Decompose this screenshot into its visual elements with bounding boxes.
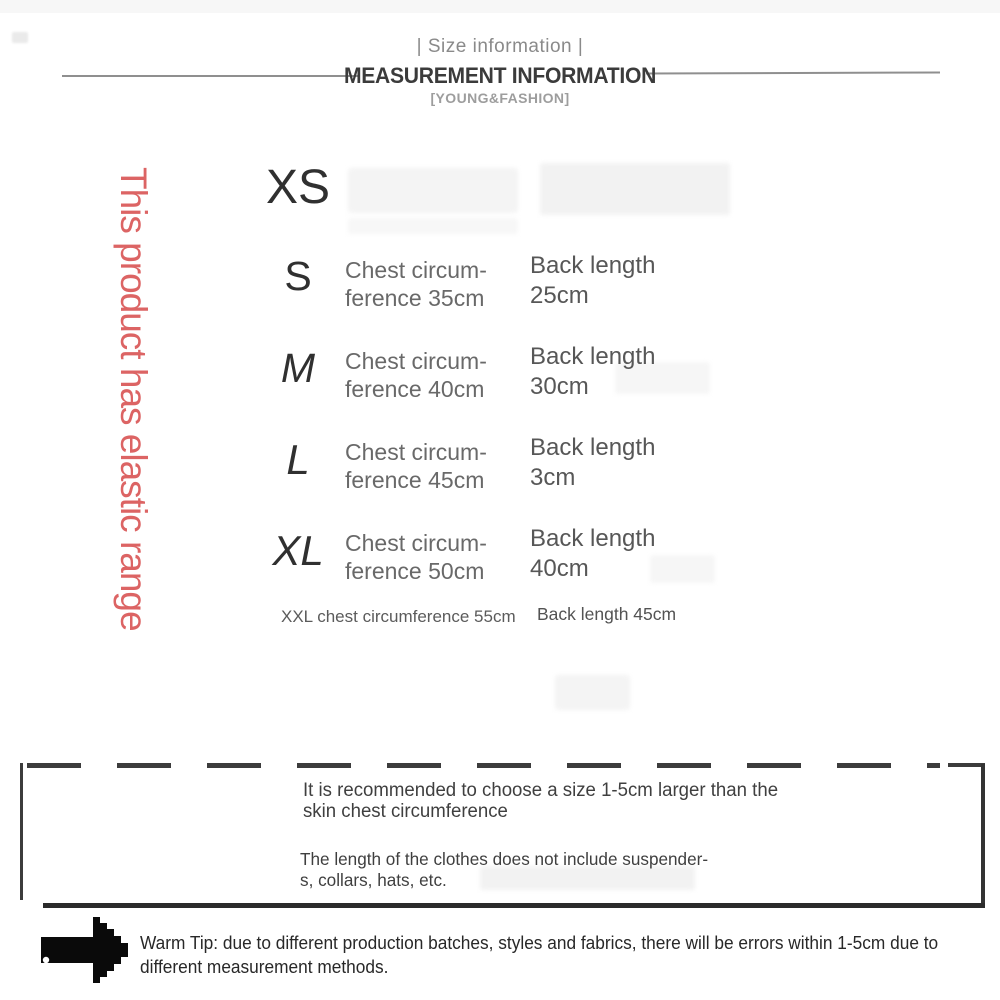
xxl-back-measurement: Back length 45cm: [537, 604, 677, 624]
note-box-border-left: [20, 763, 23, 900]
back-measurement-m: [530, 342, 740, 402]
size-recommendation-note: [303, 780, 778, 822]
ghost-artifact: [348, 218, 518, 234]
back-line-2: 25cm: [530, 282, 589, 309]
ghost-artifact: [555, 675, 630, 710]
note-box-border-bottom: [43, 903, 985, 908]
chest-line-2: ference 40cm: [345, 375, 485, 402]
note-line: s, collars, hats, etc.: [300, 869, 447, 890]
xxl-chest-measurement: XXL chest circumference 55cm: [281, 607, 516, 626]
back-line-1: Back length: [530, 434, 656, 461]
back-line-2: 30cm: [530, 373, 589, 400]
note-box-border-top-corner: [948, 763, 985, 767]
chest-measurement-xl: [345, 530, 545, 585]
chest-measurement-s: [345, 257, 545, 312]
chest-line-1: Chest circum-: [345, 439, 487, 465]
note-box-border-right: [981, 764, 985, 908]
chest-line-1: Chest circum-: [345, 530, 487, 556]
size-label-xs: XS: [265, 161, 331, 214]
note-line: It is recommended to choose a size 1-5cm larger than the: [303, 780, 779, 801]
back-line-1: Back length: [530, 525, 656, 552]
length-exclusion-note: [300, 849, 708, 890]
note-box-border-top: [27, 763, 940, 768]
size-label-m: M: [280, 345, 316, 391]
size-label-l: L: [286, 436, 310, 483]
back-measurement-s: [530, 251, 740, 311]
back-line-1: Back length: [530, 252, 656, 279]
chest-line-1: Chest circum-: [345, 348, 487, 374]
back-measurement-xl: [530, 524, 740, 584]
ghost-artifact: [540, 163, 730, 215]
ghost-artifact: [348, 168, 518, 213]
top-band: [0, 0, 1000, 13]
chest-line-2: ference 50cm: [345, 557, 485, 584]
back-line-2: 40cm: [530, 555, 589, 582]
chest-measurement-l: [345, 439, 545, 494]
page-subtitle: [YOUNG&FASHION]: [430, 90, 570, 106]
chest-line-1: Chest circum-: [345, 257, 487, 283]
note-line: skin chest circumference: [303, 801, 508, 822]
back-line-1: Back length: [530, 343, 656, 370]
chest-line-2: ference 45cm: [345, 466, 485, 493]
page-title: MEASUREMENT INFORMATION: [343, 63, 657, 88]
warm-tip-line: different measurement methods.: [140, 956, 389, 977]
chest-measurement-m: [345, 348, 545, 403]
warm-tip-line: Warm Tip: due to different production batches, styles and fabrics, there will be errors within 1-5cm due to: [140, 933, 939, 953]
elastic-note: This product has elastic range: [113, 167, 154, 631]
size-label-xl: XL: [272, 527, 324, 574]
warm-tip-text: [140, 932, 938, 979]
size-info-label: | Size information |: [416, 36, 584, 57]
size-label-s: S: [284, 253, 312, 299]
chest-line-2: ference 35cm: [345, 284, 485, 311]
arrow-right-icon: [40, 914, 132, 986]
note-line: The length of the clothes does not include suspender-: [300, 849, 709, 869]
back-measurement-l: [530, 433, 740, 493]
back-line-2: 3cm: [530, 464, 576, 491]
